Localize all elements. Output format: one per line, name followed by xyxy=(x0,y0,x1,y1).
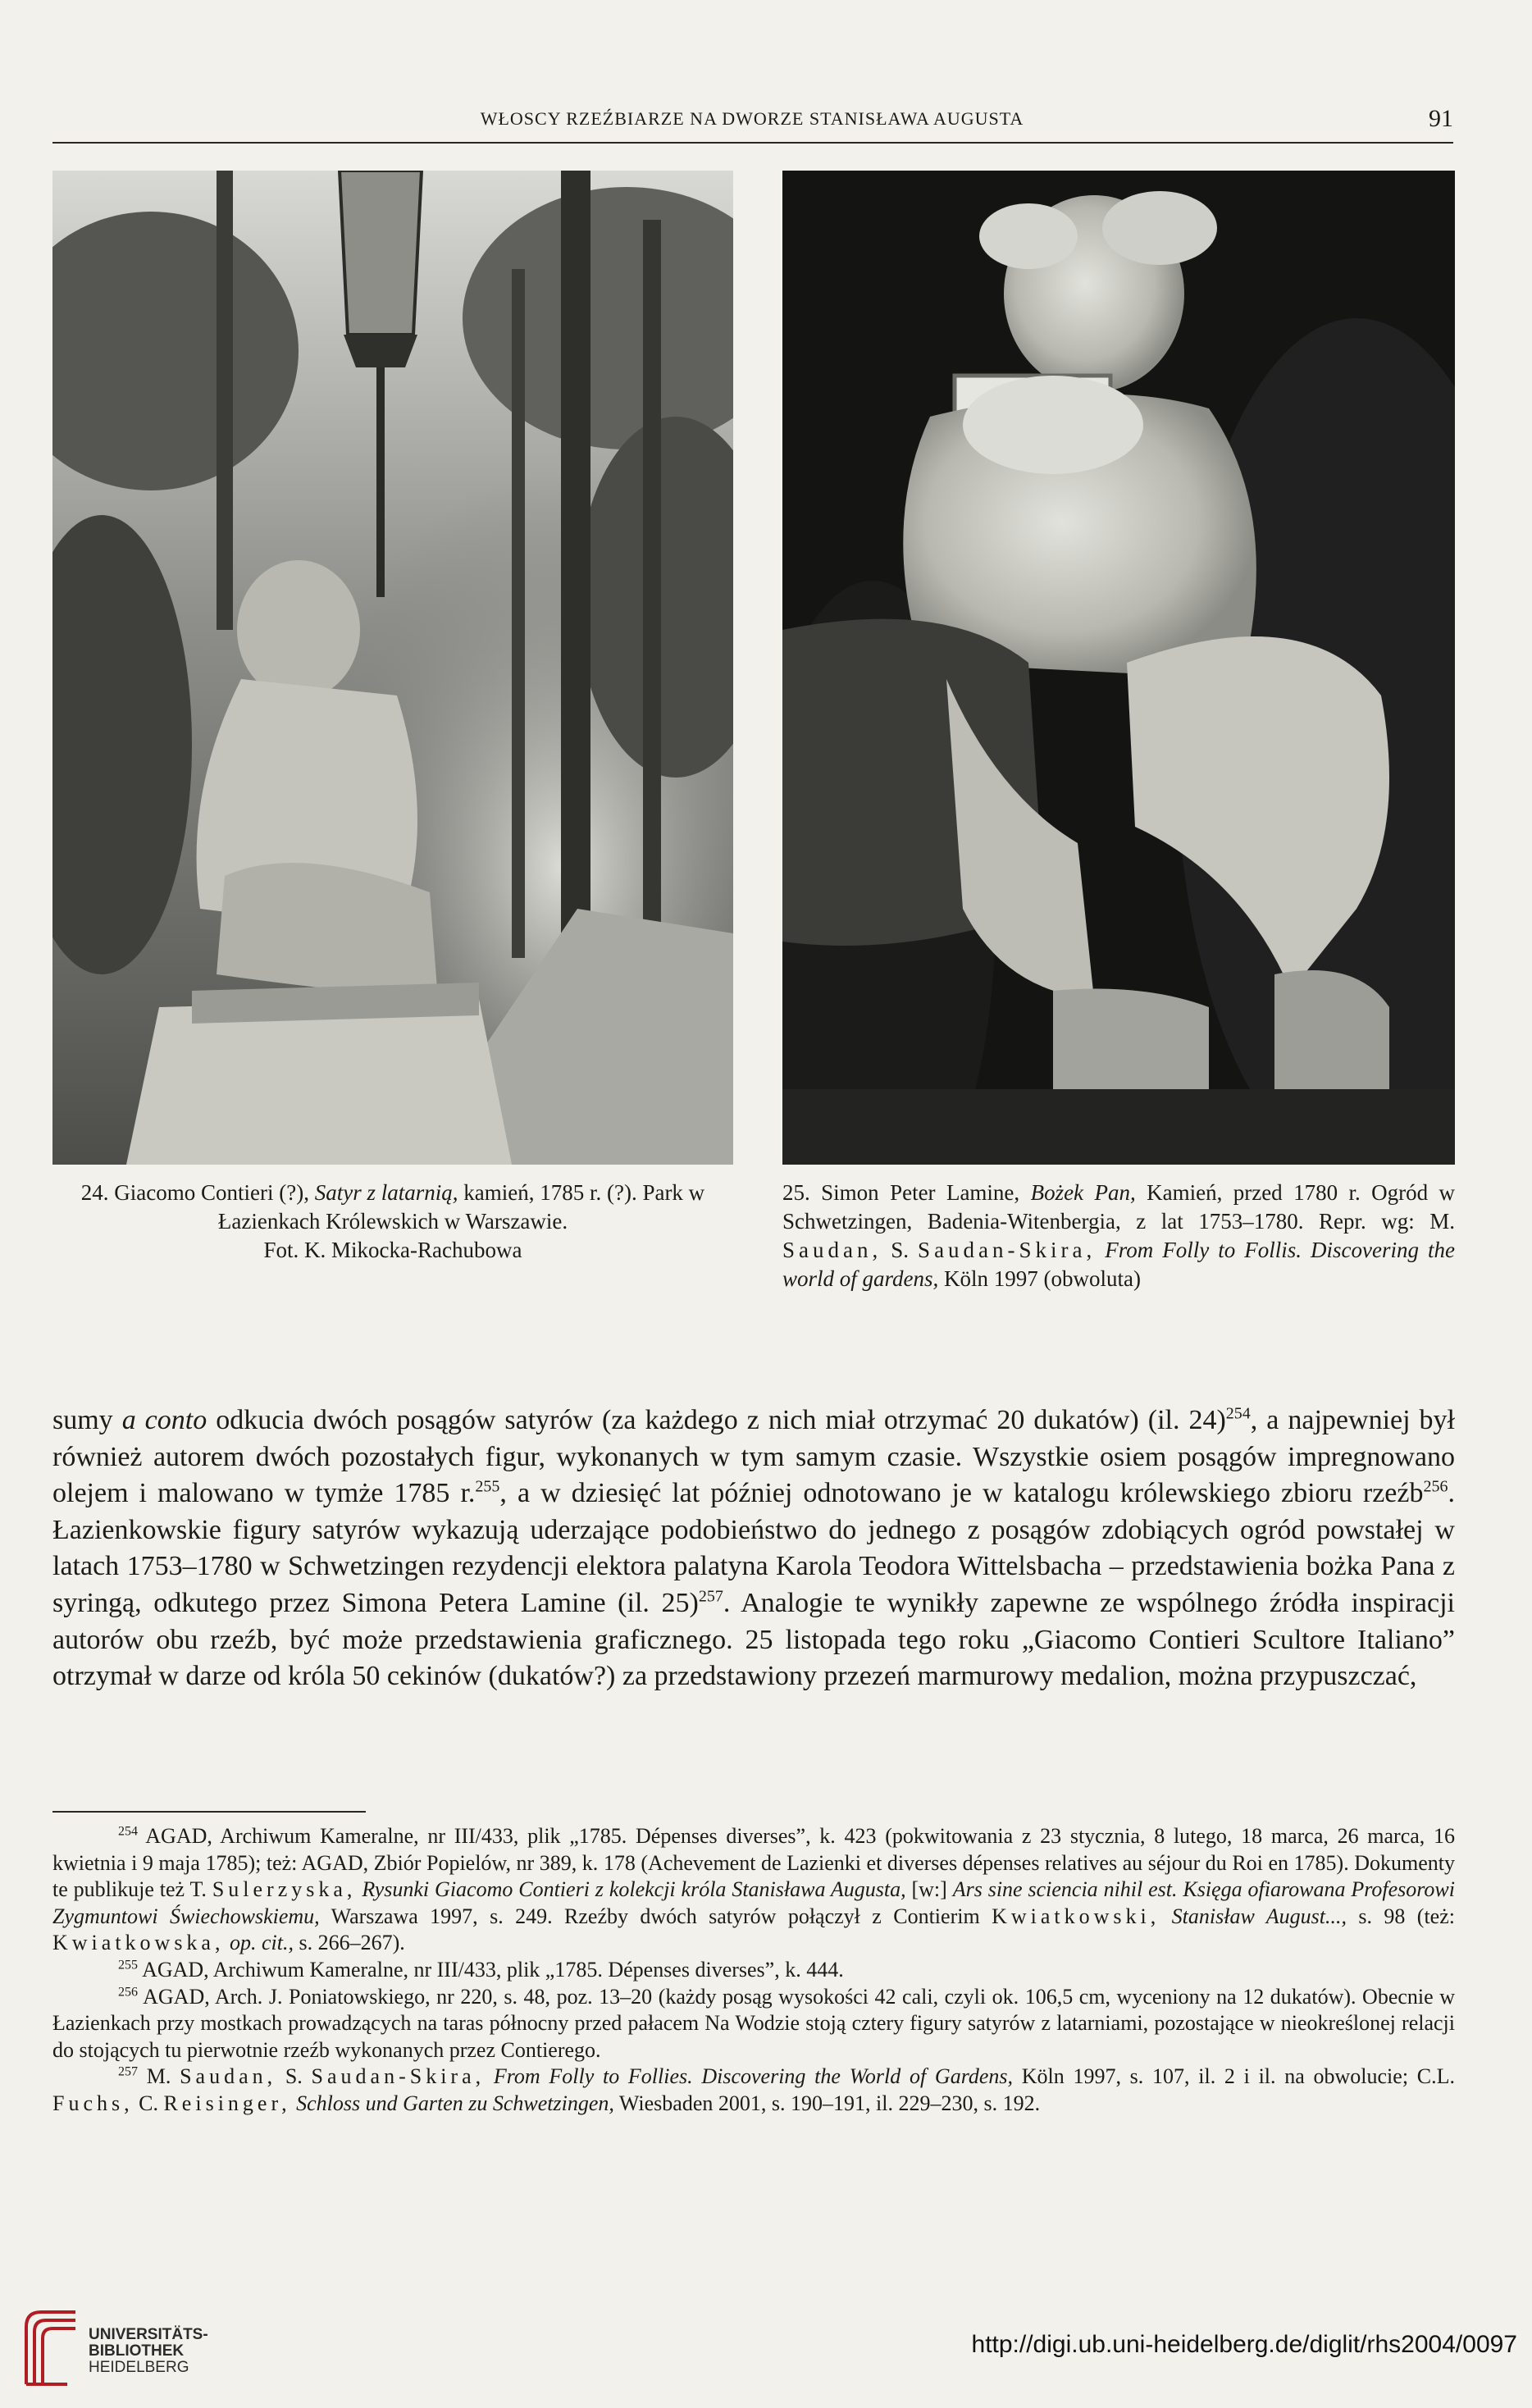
caption-details: kamień, 1785 r. (?). Park w Łazienkach Królewskich w Warszawie. xyxy=(217,1180,705,1234)
footnote-author: Fuchs, xyxy=(52,2091,134,2115)
footnote-257 xyxy=(52,2064,1455,2117)
footnote-title: From Folly to Follies. Discovering the World of Gardens, xyxy=(485,2064,1014,2089)
footnote-author: Kwiatkowska, xyxy=(52,1931,225,1955)
footnote-text: Köln 1997, s. 107, il. 2 i il. na obwolucie; C.L. xyxy=(1013,2064,1455,2089)
footnote-rule xyxy=(52,1811,366,1813)
caption-author: Giacomo Contieri (?), xyxy=(114,1180,309,1205)
footnote-text: AGAD, Archiwum Kameralne, nr III/433, plik „1785. Dépenses diverses”, k. 423 (pokwitowania z 23 stycznia, 8 lutego, 18 marca, 26 marca, 16 kwietnia i 9 maja 1785); też: AGAD, Zbiór Popielów, nr 389, k. 178 (Achevement de Lazienki et diverses dépenses relatives au séjour du Roi en 1785). Dokumenty te publikuje też T. xyxy=(52,1824,1455,1902)
footnote-author: Saudan, xyxy=(180,2064,277,2089)
body-text: , a najpewniej był również autorem dwóch pozostałych figur, wykonanych w tym samym czasie. Wszystkie osiem posągów impregnowano olejem i malowano w tymże 1785 r. xyxy=(52,1405,1455,1509)
footnote-title: Stanisław August..., xyxy=(1160,1904,1347,1928)
library-name-line: UNIVERSITÄTS- xyxy=(89,2326,208,2343)
source-url-link[interactable]: http://digi.ub.uni-heidelberg.de/diglit/rhs2004/0097 xyxy=(971,2331,1517,2358)
footnote-text: [w:] xyxy=(905,1877,953,1902)
footnote-text: Wiesbaden 2001, s. 190–191, il. 229–230, s. 192. xyxy=(613,2091,1041,2115)
footnote-author: Saudan-Skira, xyxy=(311,2064,486,2089)
footnote-text: C. xyxy=(133,2091,164,2115)
body-text: , a w dziesięć lat później odnotowano je w katalogu królewskiego zbioru rzeźb xyxy=(499,1478,1424,1509)
caption-author-spaced: Saudan-Skira, xyxy=(918,1238,1097,1262)
footnote-ref[interactable]: 256 xyxy=(1423,1477,1448,1496)
footnote-title: Ars sine sciencia nihil est. Księga ofiarowana Profesorowi Zygmuntowi Świechowskiemu, xyxy=(52,1877,1455,1928)
footnote-text: S. xyxy=(276,2064,312,2089)
footnote-number: 257 xyxy=(118,2064,138,2079)
caption-title: Bożek Pan, xyxy=(1030,1180,1136,1205)
footnote-title: op. cit., xyxy=(224,1931,294,1955)
caption-credit: Fot. K. Mikocka-Rachubowa xyxy=(263,1238,522,1262)
caption-author-spaced: Saudan, xyxy=(782,1238,882,1262)
footnote-title: Rysunki Giacomo Contieri z kolekcji króla Stanisława Augusta, xyxy=(356,1877,906,1902)
footnote-ref[interactable]: 255 xyxy=(475,1477,500,1496)
footnote-number: 254 xyxy=(118,1824,138,1839)
caption-book-title: From Folly to Follis. Discovering the world of gardens, xyxy=(782,1238,1456,1291)
header-rule xyxy=(52,142,1453,144)
figure-24-photo xyxy=(52,171,733,1165)
caption-number: 25. xyxy=(782,1180,810,1205)
library-name-line: BIBLIOTHEK xyxy=(89,2342,185,2360)
footnote-author: Sulerzyska, xyxy=(212,1877,357,1902)
body-text: . Łazienkowskie figury satyrów wykazują uderzające podobieństwo do jednego z posągów zdobiących ogród powstałej w latach 1753–1780 w Schwetzingen rezydencji elektora palatyna Karola Teodora Wittelsbacha – przedstawienia bożka Pana z syringą, odkutego przez Simona Petera Lamine (il. 25) xyxy=(52,1478,1455,1618)
library-name-line: HEIDELBERG xyxy=(89,2359,189,2376)
footnote-title: Schloss und Garten zu Schwetzingen, xyxy=(290,2091,614,2115)
caption-number: 24. xyxy=(80,1180,109,1205)
footnote-text: s. 266–267). xyxy=(293,1931,405,1955)
footnote-text: AGAD, Archiwum Kameralne, nr III/433, plik „1785. Dépenses diverses”, k. 444. xyxy=(142,1957,844,1982)
page-number: 91 xyxy=(1429,105,1453,132)
caption-tail: Köln 1997 (obwoluta) xyxy=(944,1266,1141,1291)
footnote-ref[interactable]: 257 xyxy=(698,1587,723,1606)
caption-author: Simon Peter Lamine, xyxy=(821,1180,1020,1205)
figure-25-caption xyxy=(782,1179,1455,1293)
footnote-number: 256 xyxy=(118,1984,138,1999)
footnote-text: Warszawa 1997, s. 249. Rzeźby dwóch satyrów połączył z Contierim xyxy=(319,1904,992,1928)
footnote-number: 255 xyxy=(118,1958,138,1972)
footnote-author: Kwiatkowski, xyxy=(992,1904,1160,1928)
footnote-author: Reisinger, xyxy=(163,2091,291,2115)
figure-24-caption xyxy=(52,1179,733,1265)
footnote-text: s. 98 (też: xyxy=(1346,1904,1455,1928)
footnote-255 xyxy=(52,1957,1455,1984)
caption-details: Kamień, przed 1780 r. Ogród w Schwetzingen, Badenia-Witenbergia, z lat 1753–1780. Repr. wg: M. xyxy=(782,1180,1456,1234)
footnote-ref[interactable]: 254 xyxy=(1225,1404,1251,1423)
body-text: . Analogie te wynikły zapewne ze wspólnego źródła inspiracji autorów obu rzeźb, być może przedstawienia graficznego. 25 listopada tego roku „Giacomo Contieri Scultore Italiano” otrzymał w darze od króla 50 cekinów (dukatów?) za przedstawiony przezeń marmurowy medalion, można przypuszczać, xyxy=(52,1587,1455,1692)
library-name xyxy=(89,2327,208,2376)
footnote-254 xyxy=(52,1823,1455,1957)
library-logo[interactable] xyxy=(18,2302,264,2392)
footnotes xyxy=(52,1823,1455,2118)
footnote-text: M. xyxy=(146,2064,180,2089)
body-text: sumy xyxy=(52,1405,122,1435)
body-italic: a conto xyxy=(121,1405,207,1435)
caption-initial: S. xyxy=(891,1238,910,1262)
caption-title: Satyr z latarnią, xyxy=(314,1180,458,1205)
figure-25-photo xyxy=(782,171,1455,1165)
body-text: odkucia dwóch posągów satyrów (za każdego z nich miał otrzymać 20 dukatów) (il. 24) xyxy=(207,1405,1226,1435)
running-head: WŁOSCY RZEŹBIARZE NA DWORZE STANISŁAWA AUGUSTA xyxy=(480,108,1024,129)
footnote-text: AGAD, Arch. J. Poniatowskiego, nr 220, s. 48, poz. 13–20 (każdy posąg wysokości 42 cali, czyli ok. 106,5 cm, wyceniony na 12 dukatów). Obecnie w Łazienkach przy mostkach prowadzących na taras północny przed pałacem Na Wodzie stoją cztery figury satyrów z latarniami, pozostające w nieokreślonej relacji do stojących tu pierwotnie rzeźb wykonanych przez Contierego. xyxy=(52,1984,1455,2062)
footnote-256 xyxy=(52,1984,1455,2064)
library-logo-icon xyxy=(18,2302,84,2392)
main-paragraph xyxy=(52,1402,1455,1695)
